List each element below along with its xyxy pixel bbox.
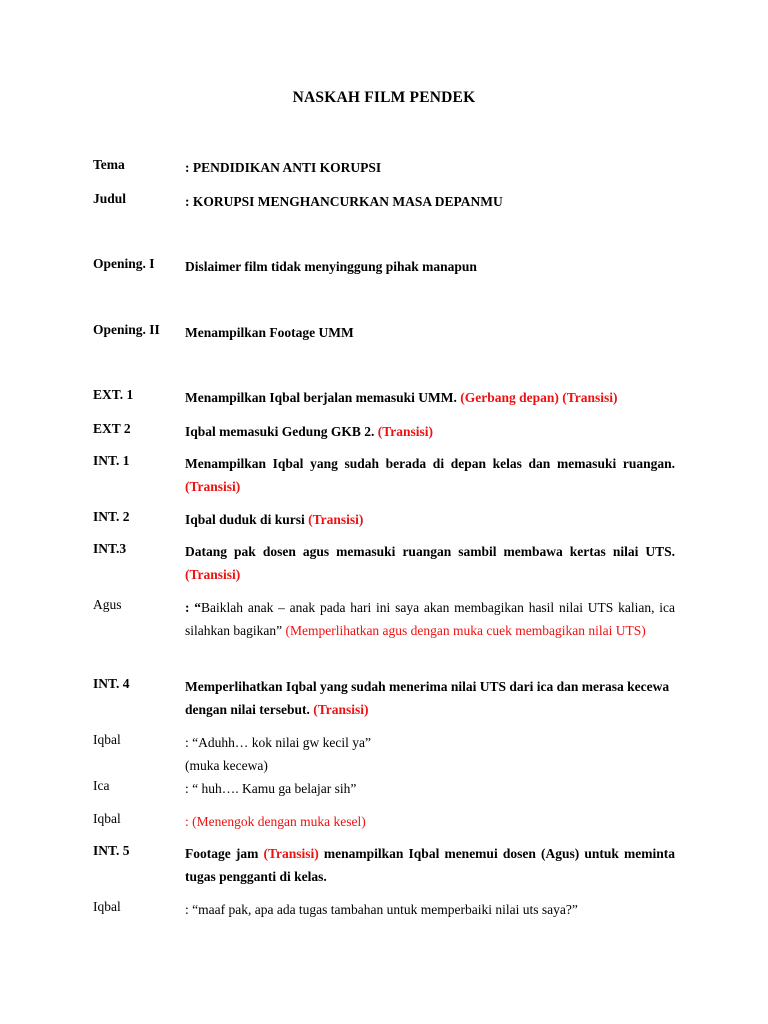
stage-direction: (Transisi) — [313, 701, 369, 717]
scene-text: menampilkan Iqbal menemui dosen (Agus) untuk meminta tugas pengganti di kelas. — [185, 846, 675, 884]
dialogue-open-quote: : “ — [185, 600, 202, 615]
character-label: Iqbal — [93, 732, 121, 747]
character-label: Iqbal — [93, 811, 121, 826]
stage-direction: (Transisi) — [377, 424, 434, 439]
scene-label: INT. 1 — [93, 453, 130, 468]
scene-text: Menampilkan Iqbal berjalan memasuki UMM. — [185, 390, 461, 405]
scene-text: Menampilkan Iqbal yang sudah berada di depan kelas dan memasuki ruangan. — [185, 456, 675, 471]
document-title: NASKAH FILM PENDEK — [292, 89, 476, 106]
scene-label: Opening. II — [93, 322, 160, 337]
scene-text: Menampilkan Footage UMM — [185, 325, 354, 340]
scene-text: Memperlihatkan Iqbal yang sudah menerima nilai UTS dari ica dan merasa kecewa dengan nilai tersebut. — [185, 679, 670, 717]
character-label: Iqbal — [93, 899, 121, 914]
scene-label: INT. 4 — [93, 676, 130, 691]
character-label: Ica — [93, 778, 110, 793]
scene-label: EXT 2 — [93, 421, 131, 436]
scene-description — [185, 843, 675, 888]
dialogue-line: : “ huh…. Kamu ga belajar sih” — [185, 781, 357, 796]
scene-text: Iqbal memasuki Gedung GKB 2. — [185, 424, 378, 439]
stage-direction: (Transisi) — [185, 478, 241, 494]
dialogue-line: : “maaf pak, apa ada tugas tambahan untuk memperbaiki nilai uts saya?” — [185, 902, 578, 917]
scene-label: EXT. 1 — [93, 387, 134, 402]
dialogue-line: : “Aduhh… kok nilai gw kecil ya” — [185, 735, 371, 750]
dialogue-text — [185, 732, 675, 777]
meta-label: Tema — [93, 157, 125, 172]
scene-label: Opening. I — [93, 256, 155, 271]
scene-description — [185, 387, 675, 410]
stage-direction: (Transisi) — [308, 512, 364, 527]
character-label: Agus — [93, 597, 122, 612]
scene-text: Datang pak dosen agus memasuki ruangan sambil membawa kertas nilai UTS. — [185, 544, 675, 559]
scene-description — [185, 453, 675, 498]
meta-label: Judul — [93, 191, 127, 206]
scene-text: Iqbal duduk di kursi — [185, 512, 309, 527]
scene-text: Dislaimer film tidak menyinggung pihak manapun — [185, 259, 477, 274]
scene-description — [185, 509, 675, 532]
dialogue-text — [185, 597, 675, 642]
parenthetical: (muka kecewa) — [185, 757, 268, 773]
stage-direction: (Memperlihatkan agus dengan muka cuek membagikan nilai UTS) — [285, 622, 646, 638]
stage-direction: (Gerbang depan) (Transisi) — [460, 390, 618, 405]
scene-label: INT. 5 — [93, 843, 130, 858]
stage-direction: (Transisi) — [263, 846, 319, 861]
meta-value: : PENDIDIKAN ANTI KORUPSI — [185, 160, 382, 175]
scene-description — [185, 421, 675, 444]
scene-description — [185, 541, 675, 586]
dialogue-line: Baiklah anak – anak pada hari ini saya akan membagikan hasil nilai UTS kalian, ica silahkan bagikan” — [185, 600, 675, 638]
scene-description — [185, 676, 675, 721]
scene-text: Footage jam — [185, 846, 264, 861]
stage-direction: (Transisi) — [185, 566, 241, 582]
meta-value: : KORUPSI MENGHANCURKAN MASA DEPANMU — [185, 194, 503, 209]
scene-label: INT.3 — [93, 541, 127, 556]
scene-label: INT. 2 — [93, 509, 130, 524]
stage-direction: : (Menengok dengan muka kesel) — [185, 814, 366, 829]
